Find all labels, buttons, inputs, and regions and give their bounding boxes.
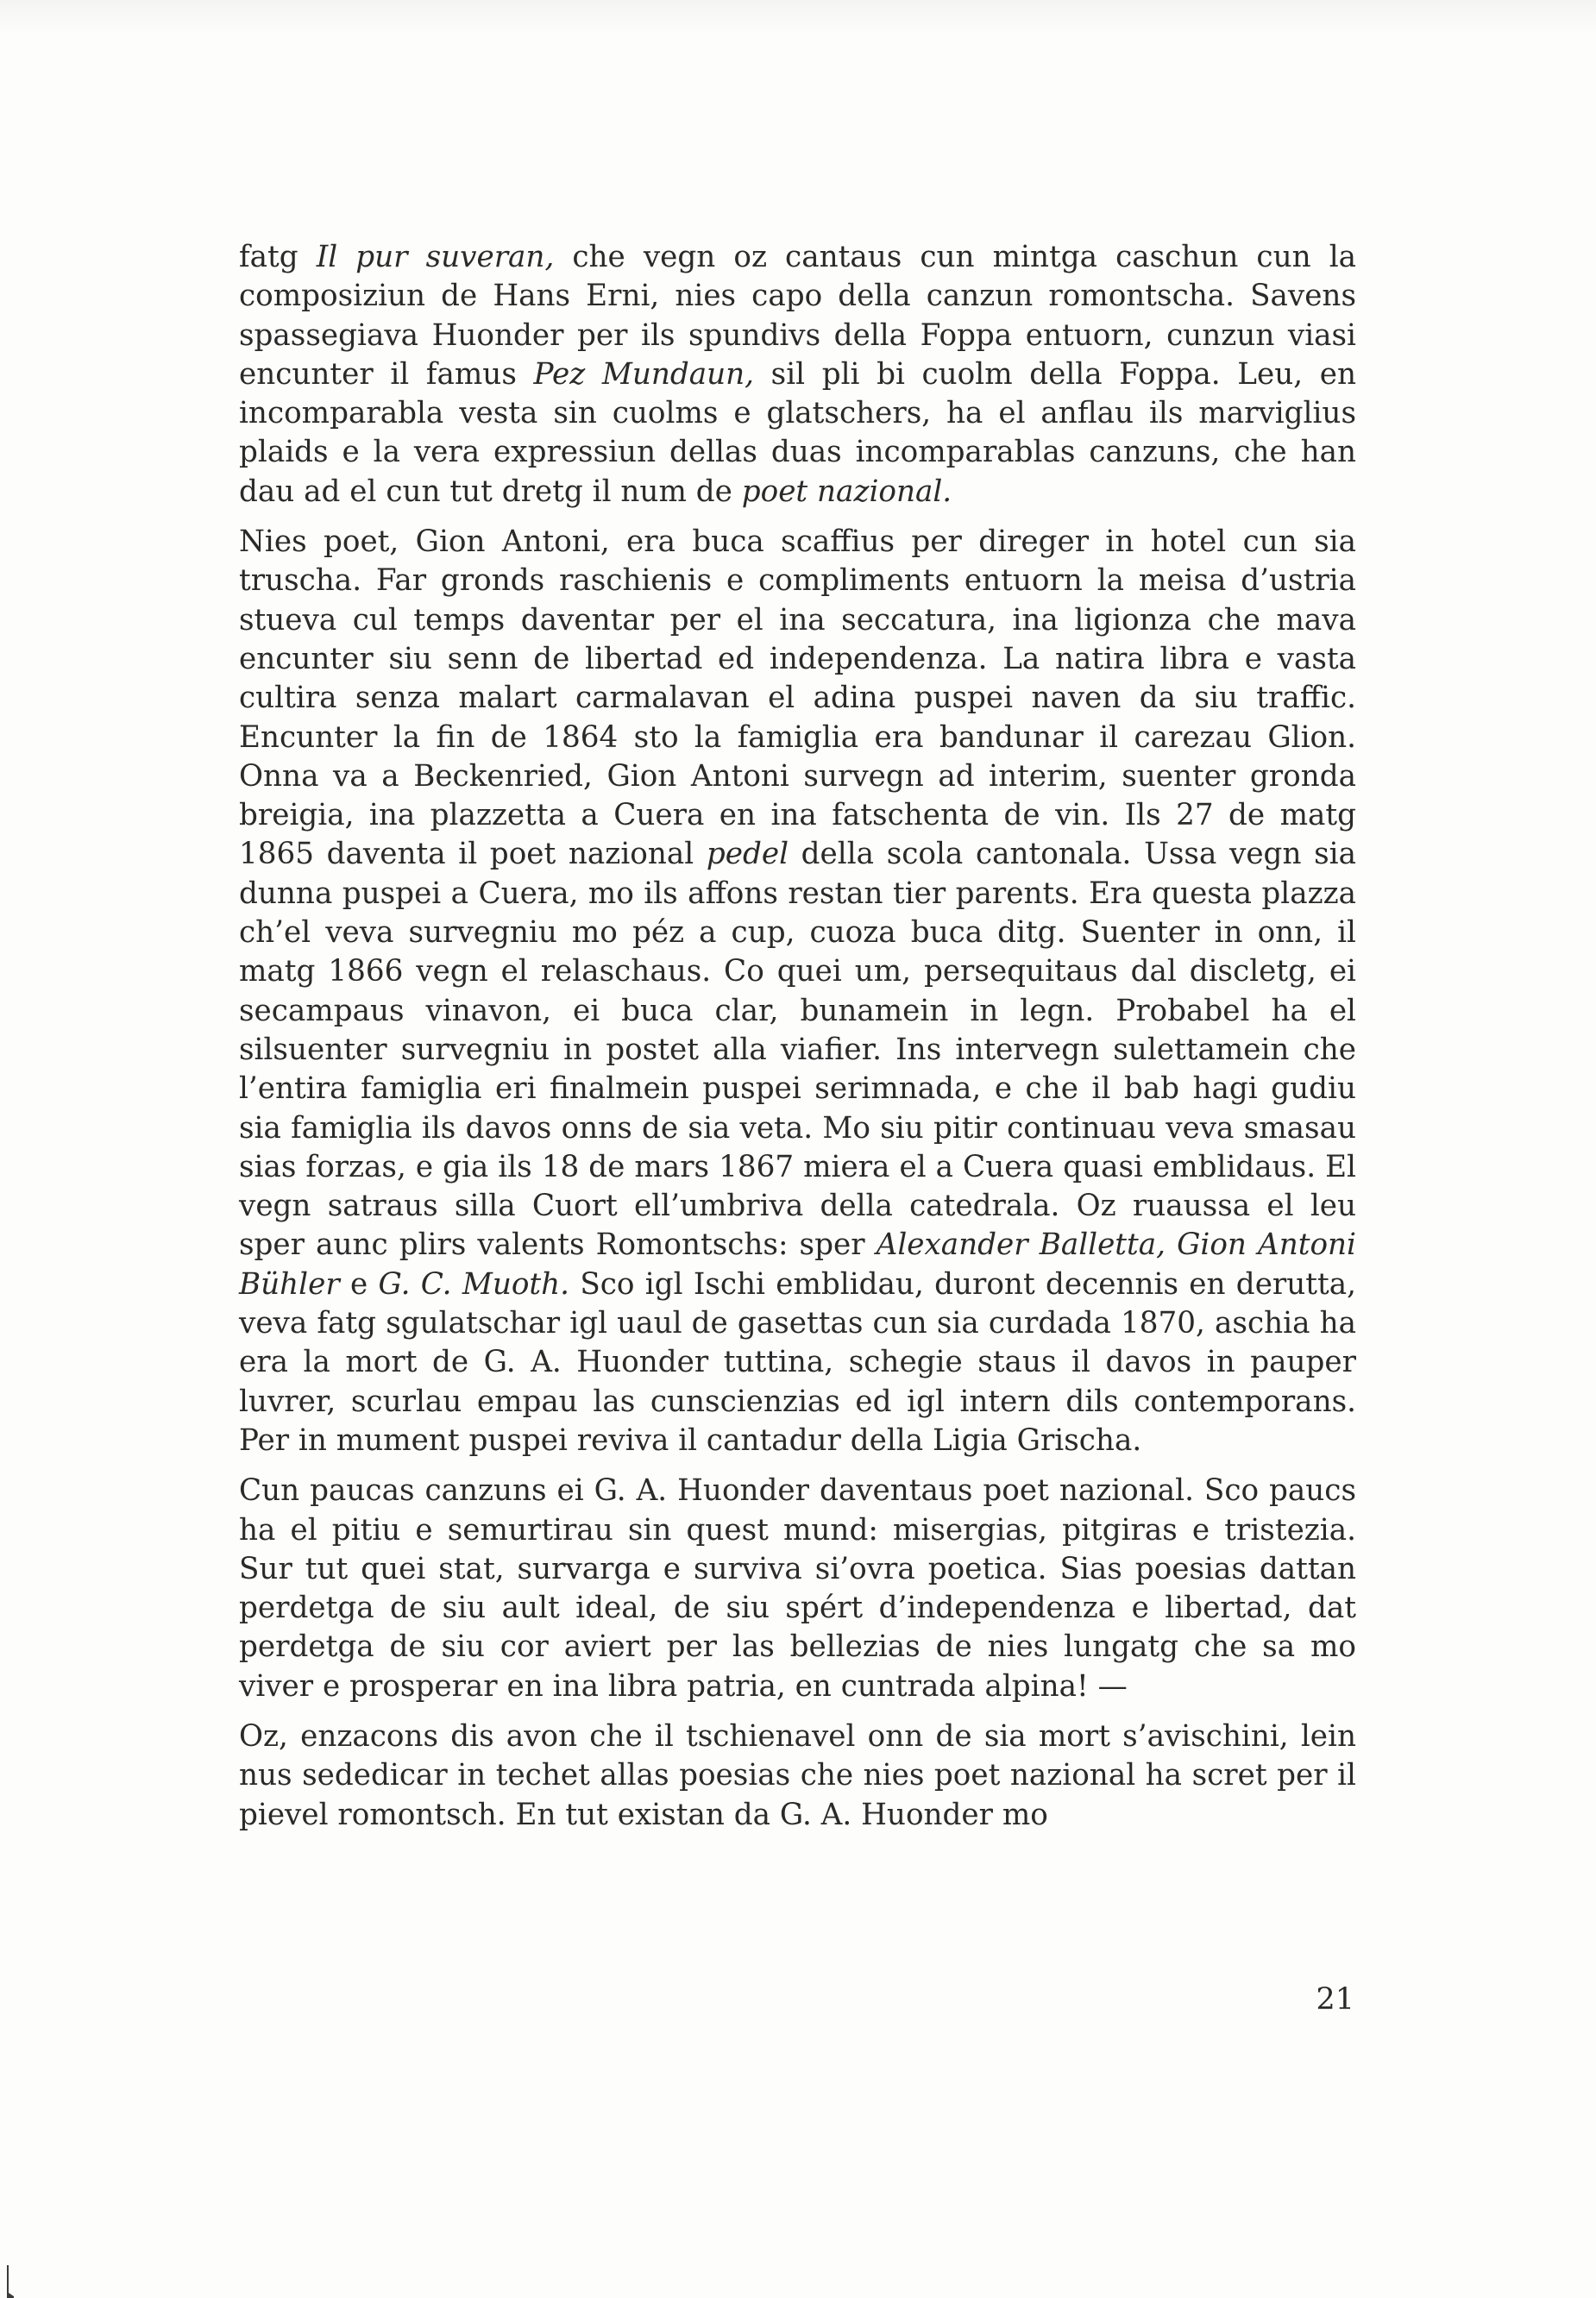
page-number: 21 (1316, 1982, 1354, 2017)
text-run: della scola cantonala. Ussa vegn sia dunna puspei a Cuera, mo ils affons restan tier parents. Era questa plazza ch’el veva survegniu mo péz a cup, cuoza buca ditg. Suenter in onn, il matg 1866 vegn el relaschaus. Co quei um, persequitaus dal discletg, ei secampaus vinavon, ei buca clar, bunamein in legn. Probabel ha el silsuenter survegniu in postet alla viafier. Ins intervegn sulettamein che l’entira famiglia eri finalmein puspei serimnada, e che il bab hagi gudiu sia famiglia ils davos onns de sia veta. Mo siu pitir continuau veva smasau sias forzas, e gia ils 18 de mars 1867 miera el a Cuera quasi emblidaus. El vegn satraus silla Cuort ell’umbriva della catedrala. Oz ruaussa el leu sper aunc plirs valents Romontschs: sper (239, 837, 1356, 1263)
text-run: sil pli bi cuolm della Foppa. Leu, en incomparabla vesta sin cuolms e glatschers, ha el anflau ils marviglius plaids e la vera expressiun dellas duas incomparablas canzuns, che han dau ad el cun tut dretg il num de (239, 356, 1356, 509)
text-run: e (339, 1266, 379, 1302)
body-text (239, 238, 1356, 1846)
italic-text-run: G. C. Muoth. (378, 1266, 570, 1302)
italic-text-run: Pez Mundaun, (533, 356, 755, 392)
text-run: Cun paucas canzuns ei G. A. Huonder daventaus poet nazional. Sco paucs ha el pitiu e semurtirau sin quest mund: misergias, pitgiras e tristezia. Sur tut quei stat, survarga e surviva si’ovra poetica. Sias poesias dattan perdetga de siu ault ideal, de siu spért d’independenza e libertad, dat perdetga de siu cor aviert per las bellezias de nies lungatg che sa mo viver e prosperar en ina libra patria, en cuntrada alpina! — (239, 1473, 1356, 1704)
paragraph-1 (239, 238, 1356, 512)
italic-text-run: Alexander Balletta, Gion Antoni Bühler (239, 1227, 1356, 1302)
text-run: Sco igl Ischi emblidau, duront decennis en derutta, veva fatg sgulatschar igl uaul de gasettas cun sia curdada 1870, aschia ha era la mort de G. A. Huonder tuttina, schegie staus il davos in pauper luvrer, scurlau empau las cunscienzias ed igl intern dils contemporans. Per in mument puspei reviva il cantadur della Ligia Grischa. (239, 1266, 1357, 1458)
corner-mark (5, 2265, 14, 2298)
text-run: fatg (239, 240, 317, 274)
text-run: Nies poet, Gion Antoni, era buca scaffius per direger in hotel cun sia truscha. Far gronds raschienis e compliments entuorn la meisa d’ustria stueva cul temps daventar per el ina seccatura, ina ligionza che mava encunter siu senn de libertad ed independenza. La natira libra e vasta cultira senza malart carmalavan el adina puspei naven da siu traffic. Encunter la fin de 1864 sto la famiglia era bandunar il carezau Glion. Onna va a Beckenried, Gion Antoni survegn ad interim, suenter gronda breigia, ina plazzetta a Cuera en ina fatschenta de vin. Ils 27 de matg 1865 daventa il poet nazional (239, 524, 1356, 872)
italic-text-run: poet nazional. (741, 474, 952, 509)
text-run: Oz, enzacons dis avon che il tschienavel onn de sia mort s’avischini, lein nus sededicar in techet allas poesias che nies poet nazional ha scret per il pievel romontsch. En tut existan da G. A. Huonder mo (239, 1718, 1356, 1832)
italic-text-run: Il pur suveran, (316, 240, 555, 274)
paragraph-2 (239, 523, 1356, 1460)
italic-text-run: pedel (706, 837, 789, 872)
text-run: che vegn oz cantaus cun mintga caschun cun la composiziun de Hans Erni, nies capo della canzun romontscha. Savens spassegiava Huonder per ils spundivs della Foppa entuorn, cunzun viasi encunter il famus (239, 240, 1357, 392)
paragraph-3 (239, 1472, 1356, 1706)
paragraph-4 (239, 1717, 1356, 1835)
scan-edge (0, 0, 1596, 35)
